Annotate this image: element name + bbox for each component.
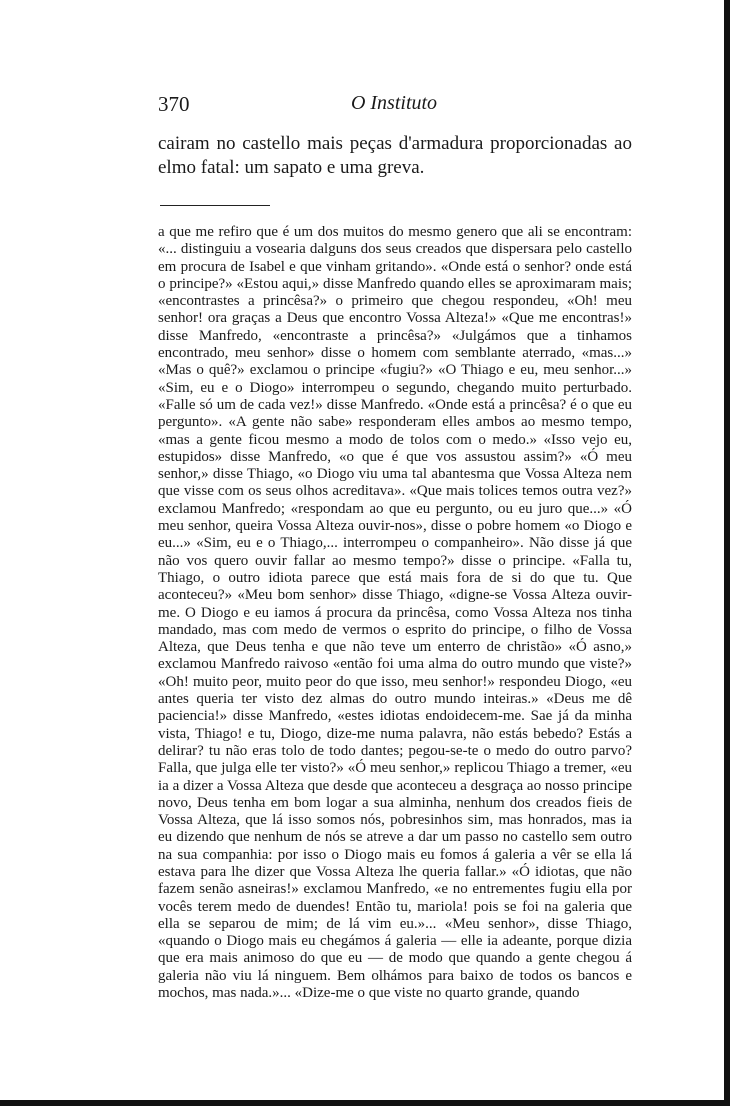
footnote-rule: [160, 205, 270, 206]
page-number: 370: [158, 92, 190, 116]
main-text: cairam no castello mais peças d'armadura proporcionadas ao elmo fatal: um sapato e uma greva.: [158, 133, 632, 178]
running-title: O Instituto: [350, 92, 438, 114]
scan-border-right: [724, 0, 730, 1106]
page-header: [158, 92, 630, 122]
scan-border-bottom: [0, 1100, 730, 1106]
footnote-text: a que me refiro que é um dos muitos do mesmo genero que ali se encontram: «... distinguiu a vosearia dalguns dos seus creados que dispersara pelo castello em procura de Isabel e que vinham gritando». «Onde está o senhor? onde está o principe?» «Estou aqui,» disse Manfredo quando elles se aproximaram mais; «encontrastes a princêsa?» o primeiro que chegou respondeu, «Oh! meu senhor! ora graças a Deus que encontro Vossa Alteza!» «Que me encontras!» disse Manfredo, «encontraste a princêsa?» «Julgámos que a tinhamos encontrado, meu senhor» disse o homem com semblante aterrado, «mas...» «Mas o quê?» exclamou o principe «fugiu?» «O Thiago e eu, meu senhor...» «Sim, eu e o Diogo» interrompeu o segundo, chegando muito perturbado. «Falle só um de cada vez!» disse Manfredo. «Onde está a princêsa? é o que eu pergunto». «A gente não sabe» responderam elles ambos ao mesmo tempo, «mas a gente ficou mesmo a modo de tolos com o medo.» «Isso vejo eu, estupidos» disse Manfredo, «o que é que vos assustou assim?» «Ó meu senhor,» disse Thiago, «o Diogo viu uma tal abantesma que Vossa Alteza nem que visse com os seus olhos acreditava». «Que mais tolices temos outra vez?» exclamou Manfredo; «respondam ao que eu pergunto, ou eu juro que...» «Ó meu senhor, queira Vossa Alteza ouvir-nos», disse o pobre homem «o Diogo e eu...» «Sim, eu e o Thiago,... interrompeu o companheiro». Não disse já que não vos quero ouvir fallar ao mesmo tempo?» disse o principe. «Falla tu, Thiago, o outro idiota parece que está mais fora de si do que tu. Que aconteceu?» «Meu bom senhor» disse Thiago, «digne-se Vossa Alteza ouvir-me. O Diogo e eu iamos á procura da princêsa, como Vossa Alteza nos tinha mandado, mas com medo de vermos o esprito do principe, o filho de Vossa Alteza, que Deus tenha e que não teve um enterro de christão» «Ó asno,» exclamou Manfredo raivoso «então foi uma alma do outro mundo que viste?» «Oh! muito peor, muito peor do que isso, meu senhor!» respondeu Diogo, «eu antes queria ter visto dez almas do outro mundo inteiras.» «Deus me dê paciencia!» disse Manfredo, «estes idiotas endoidecem-me. Sae já da minha vista, Thiago! e tu, Diogo, dize-me numa palavra, não estás bebedo? Estás a delirar? tu não eras tolo de todo dantes; pegou-se-te o medo do outro parvo? Falla, que julga elle ter visto?» «Ó meu senhor,» replicou Thiago a tremer, «eu ia a dizer a Vossa Alteza que desde que aconteceu a desgraça ao nosso principe novo, Deus tenha em bom logar a sua alminha, nenhum dos creados fieis de Vossa Alteza, que lá isso somos nós, pobresinhos sim, mas honrados, mas ia eu dizendo que nenhum de nós se atreve a dar um passo no castello sem outro na sua companhia: por isso o Diogo mais eu fomos á galeria a vêr se ella lá estava para lhe dizer que Vossa Alteza lhe queria fallar.» «Ó idiotas, que não fazem senão asneiras!» exclamou Manfredo, «e no entrementes fugiu ella por vocês terem medo de duendes! Então tu, mariola! pois se foi na galeria que ella se separou de mim; de lá vim eu.»... «Meu senhor», disse Thiago, «quando o Diogo mais eu chegámos á galeria — elle ia adeante, porque dizia que era mais animoso do que eu — de modo que quando a gente chegou á galeria não viu lá ninguem. Bem olhámos para baixo de todos os bancos e mochos, mas nada.»... «Dize-me o que viste no quarto grande, quando: [158, 224, 632, 1002]
